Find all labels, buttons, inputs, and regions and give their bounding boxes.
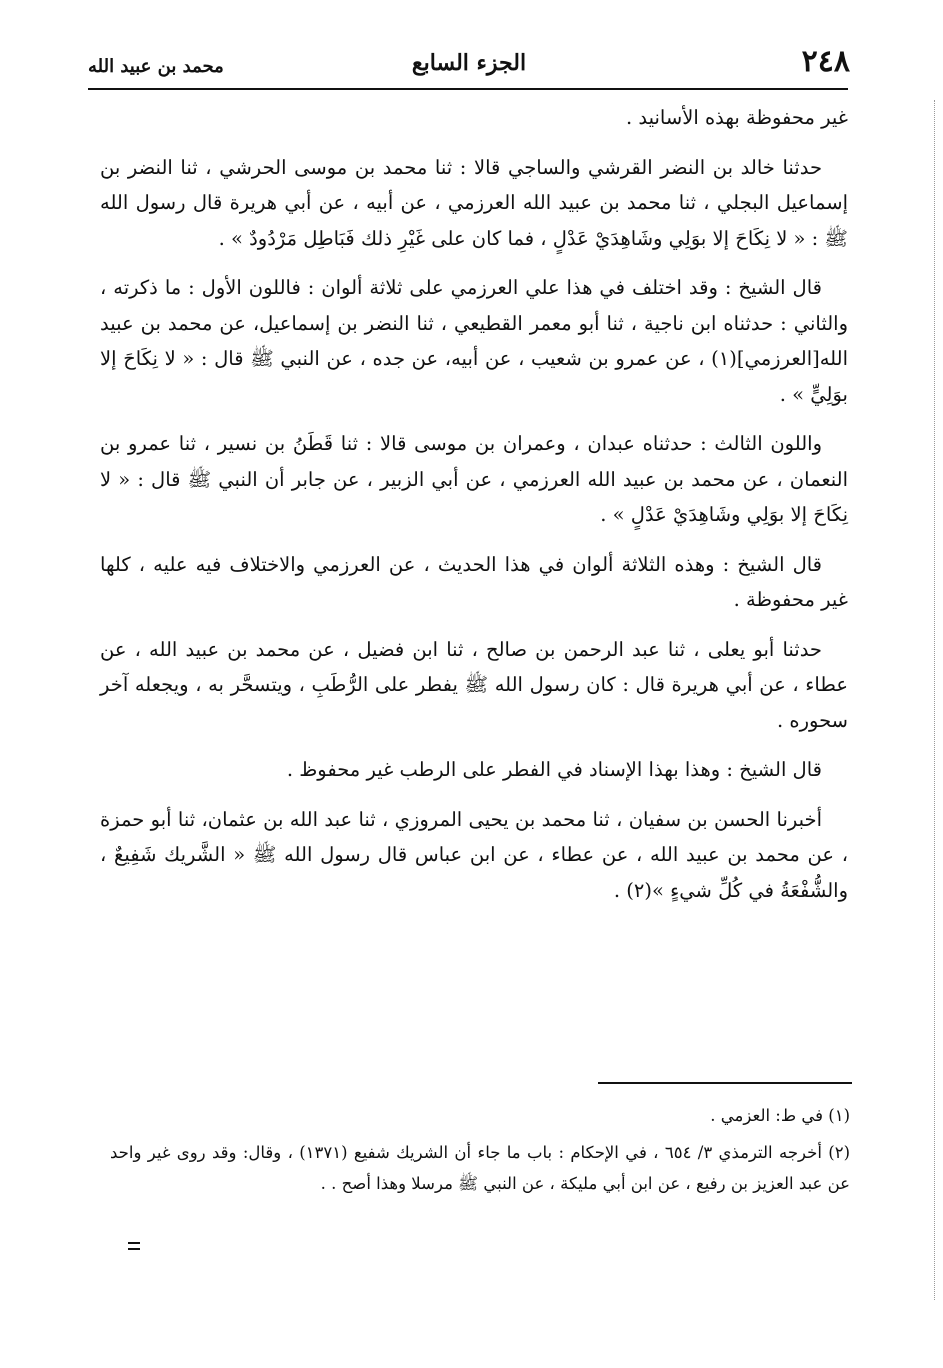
author-name: محمد بن عبيد الله — [88, 56, 224, 77]
paragraph: قال الشيخ : وهذا بهذا الإسناد في الفطر على الرطب غير محفوظ . — [286, 758, 822, 781]
paragraph: غير محفوظة بهذه الأسانيد . — [625, 106, 848, 129]
margin-mark — [128, 1242, 140, 1250]
paragraph: قال الشيخ : وهذه الثلاثة ألوان في هذا الحديث ، عن العرزمي والاختلاف فيه عليه ، كلها غير محفوظة . — [100, 552, 848, 611]
page-number: ٢٤٨ — [801, 44, 850, 79]
paragraph: قال الشيخ : وقد اختلف في هذا علي العرزمي على ثلاثة ألوان : فاللون الأول : ما ذكرته ، والثاني : حدثناه ابن ناجية ، ثنا أبو معمر القطيعي ، ثنا النضر بن إسماعيل، عن محمد بن عبيد الله[العرزمي](١) ، عن عمرو بن شعيب ، عن أبيه، عن جده ، عن النبي ﷺ قال : « لا نِكَاحَ إلا بوَلِيٍّ » . — [100, 276, 848, 406]
paragraph: حدثنا أبو يعلى ، ثنا عبد الرحمن بن صالح ، ثنا ابن فضيل ، عن محمد بن عبيد الله ، عن عطاء ، عن أبي هريرة قال : كان رسول الله ﷺ يفطر على الرُّطَبِ ، ويتسحَّر به ، ويجعله آخر سحوره . — [100, 637, 848, 732]
scan-edge — [934, 100, 935, 1300]
footnote: (١) في ط: العزمي . — [710, 1106, 850, 1125]
footnote-rule — [598, 1082, 852, 1084]
paragraph: أخبرنا الحسن بن سفيان ، ثنا محمد بن يحيى المروزي ، ثنا عبد الله بن عثمان، ثنا أبو حمزة ، عن محمد بن عبيد الله ، عن عطاء ، عن ابن عباس قال رسول الله ﷺ « الشَّريك شَفِيعٌ ، والشُّفْعَةُ في كُلِّ شيءٍ »(٢) . — [100, 807, 848, 902]
footnote: (٢) أخرجه الترمذي ٣/ ٦٥٤ ، في الإحكام : باب ما جاء أن الشريك شفيع (١٣٧١) ، وقال: وقد روى غير واحد عن عبد العزيز بن رفيع ، عن ابن أبي مليكة ، عن النبي ﷺ مرسلا وهذا أصح . . — [110, 1143, 850, 1193]
main-text — [100, 100, 848, 922]
paragraph: واللون الثالث : حدثناه عبدان ، وعمران بن موسى قالا : ثنا قَطَنُ بن نسير ، ثنا عمرو بن النعمان ، عن محمد بن عبيد الله العرزمي ، عن أبي الزبير ، عن جابر أن النبي ﷺ قال : « لا نِكَاحَ إلا بوَلِي وشَاهِدَيْ عَدْلٍ » . — [100, 432, 848, 526]
header-rule — [88, 88, 848, 90]
paragraph: حدثنا خالد بن النضر القرشي والساجي قالا : ثنا محمد بن موسى الحرشي ، ثنا النضر بن إسماعيل البجلي ، ثنا محمد بن عبيد الله العرزمي ، عن أبيه ، عن أبي هريرة قال رسول الله ﷺ : « لا نِكَاحَ إلا بوَلِي وشَاهِدَيْ عَدْلٍ ، فما كان على غَيْرِ ذلك فَبَاطِل مَرْدُودٌ » . — [100, 155, 848, 250]
page-header — [88, 40, 850, 90]
footnotes — [110, 1100, 850, 1205]
volume-title: الجزء السابع — [411, 50, 527, 76]
